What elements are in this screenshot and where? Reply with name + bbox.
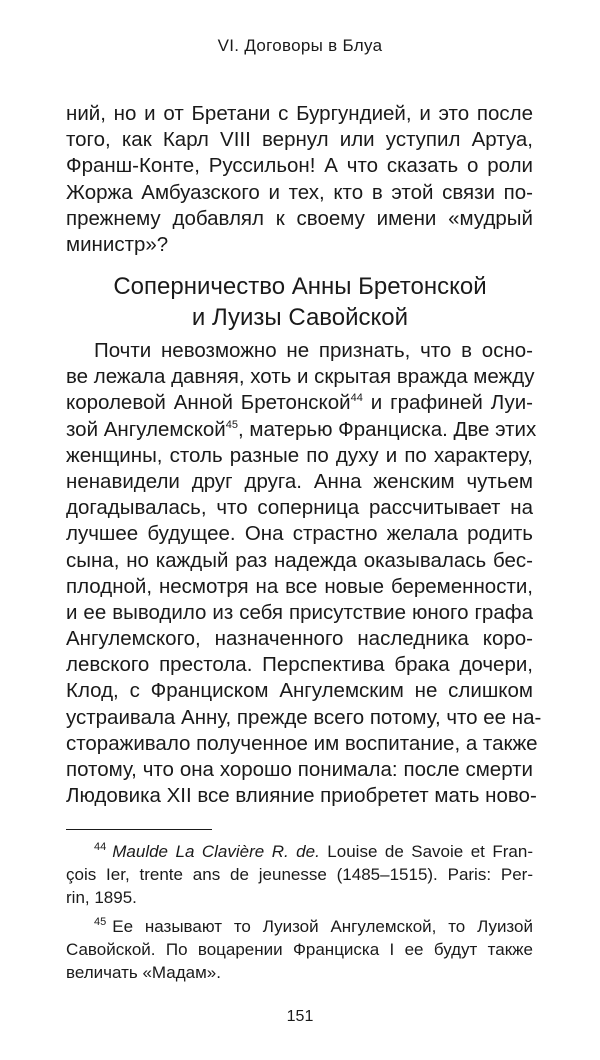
text-line: стораживало полученное им воспитание, а также [66, 731, 538, 755]
section-heading-line-2: и Луизы Савойской [191, 304, 409, 331]
text-line: ве лежала давняя, хоть и скрытая вражда между [66, 365, 535, 389]
text-line: Ангулемского, назначенного наследника коро- [66, 627, 533, 651]
paragraph-main [66, 338, 542, 809]
text-line: Клод, с Франциском Ангулемским не слишком [66, 679, 533, 703]
text-fragment: королевой Анной Бретонской [66, 391, 351, 415]
text-line: потому, что она хорошо понимала: после смерти [66, 758, 533, 781]
footnotes [66, 840, 533, 984]
text-line: Жоржа Амбуазского и тех, кто в этой связи по- [66, 180, 533, 204]
text-line: сына, но каждый раз надежда оказывалась бес- [66, 548, 533, 572]
section-heading-line-1: Соперничество Анны Бретонской [113, 273, 487, 300]
text-fragment: Ее называют то Луизой Ангулемской, то Луизой [112, 917, 533, 936]
footnote-separator [66, 829, 212, 830]
section-heading [0, 271, 600, 333]
text-line [66, 417, 537, 443]
text-line: Людовика XII все влияние приобретет мать ново- [66, 784, 537, 808]
footnote-ref-45[interactable]: 45 [225, 418, 238, 431]
text-line [66, 390, 533, 416]
text-line: догадывалась, что соперница рассчитывает на [66, 496, 533, 520]
page-number: 151 [286, 1008, 314, 1025]
text-line: Франш-Конте, Руссильон! А что сказать о роли [66, 154, 533, 178]
text-line: прежнему добавлял к своему имени «мудрый [66, 206, 533, 230]
text-line: министр»? [66, 232, 169, 256]
text-line: женщины, столь разные по духу и по характеру, [66, 443, 533, 467]
text-fragment: зой Ангулемской [66, 417, 226, 441]
text-line: левского престола. Перспектива брака дочери, [66, 653, 533, 677]
text-line: ненавидели друг друга. Анна женским чутьем [66, 469, 533, 493]
footnote-45-line: величать «Мадам». [66, 963, 221, 982]
text-fragment: Louise de Savoie et Fran- [319, 842, 533, 861]
text-line: плодной, несмотря на все новые беременности, [66, 574, 533, 598]
footnote-44-line [66, 840, 533, 863]
footnote-44-line: rin, 1895. [66, 888, 137, 907]
footnote-45-line [66, 915, 533, 938]
text-line: и ее выводило из себя присутствие юного графа [66, 600, 533, 624]
footnote-number: 45 [94, 916, 107, 928]
text-fragment: и графиней Луи- [362, 391, 533, 415]
footnote-44-line: çois Ier, trente ans de jeunesse (1485–1515). Paris: Per- [66, 865, 533, 884]
paragraph-continuation [66, 101, 533, 258]
running-head: VI. Договоры в Блуа [217, 36, 383, 55]
text-line: того, как Карл VIII вернул или уступил Артуа, [66, 128, 533, 152]
text-line: Почти невозможно не признать, что в осно- [94, 339, 533, 362]
footnote-45-line: Савойской. По воцарении Франциска I ее будут также [66, 940, 533, 959]
footnote-ref-44[interactable]: 44 [350, 392, 363, 405]
text-line: лучшее будущее. Она страстно желала родить [66, 522, 533, 546]
footnote-author: Maulde La Clavière R. de. [112, 842, 320, 861]
text-fragment: , матерью Франциска. Две этих [238, 417, 537, 441]
text-line: устраивала Анну, прежде всего потому, что ее на- [66, 705, 542, 729]
text-line: ний, но и от Бретани с Бургундией, и это после [66, 102, 533, 125]
footnote-number: 44 [94, 841, 107, 853]
